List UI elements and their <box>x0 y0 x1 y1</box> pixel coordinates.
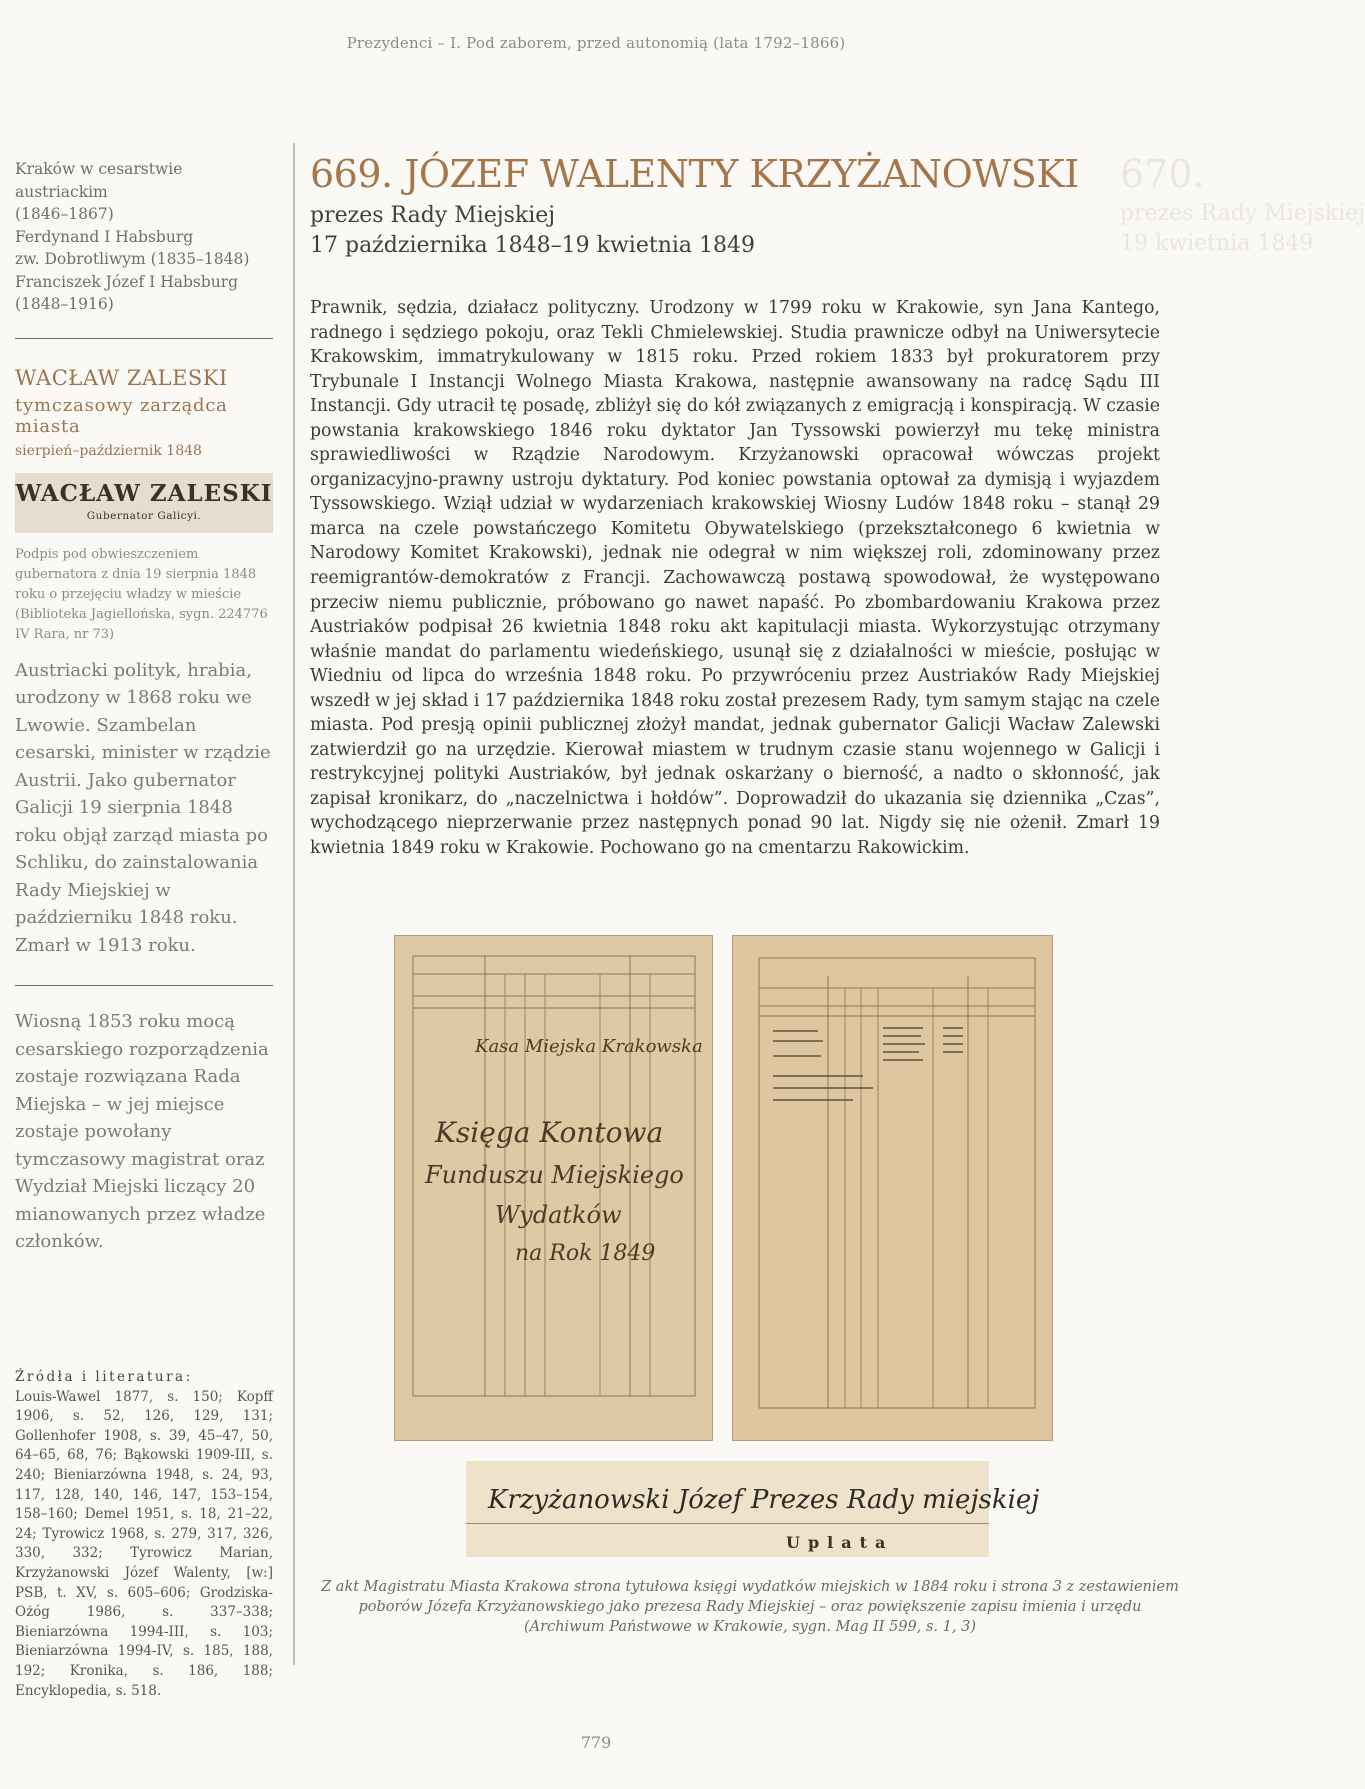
signature-caption: Podpis pod obwieszczeniem gubernatora z dnia 19 sierpnia 1848 roku o przejęciu władzy w mieście (Biblioteka Jagiellońska, sygn. 224776 IV Rara, nr 73) <box>15 546 268 642</box>
ledger-title-script: Księga Kontowa <box>435 1116 664 1149</box>
sources <box>15 1368 273 1701</box>
ledger-heading-script: Kasa Miejska Krakowska <box>475 1036 703 1057</box>
signature-sub-text: Gubernator Galicyi. <box>86 509 202 522</box>
sidebar-note: Wiosną 1853 roku mocą cesarskiego rozporządzenia zostaje rozwiązana Rada Miejska – w jej miejsce zostaje powołany tymczasowy magistrat oraz Wydział Miejski liczący 20 mianowanych przez władze członków. <box>15 1011 269 1252</box>
historical-context <box>15 158 273 316</box>
bleed-through-role: prezes Rady Miejskiej <box>1120 201 1365 226</box>
image-caption: Z akt Magistratu Miasta Krakowa strona tytułowa księgi wydatków miejskich w 1884 roku i strona 3 z zestawieniem poborów Józefa Krzyżanowskiego jako prezesa Rady Miejskiej – oraz powiększenie zapisu imienia i urzędu (Archiwum Państwowe w Krakowie, sygn. Mag II 599, s. 1, 3) <box>321 1579 1179 1635</box>
context-line: (1846–1867) <box>15 205 114 223</box>
sidebar-person-dates: sierpień–październik 1848 <box>15 442 202 459</box>
biography-text: Prawnik, sędzia, działacz polityczny. Urodzony w 1799 roku w Krakowie, syn Jana Kantego, radnego i sędziego pokoju, oraz Tekli Chmielewskiej. Studia prawnicze odbył na Uniwersytecie Krakowskim, immatrykulowany w 1815 roku. Przed rokiem 1833 był prokuratorem przy Trybunale I Instancji Wolnego Miasta Krakowa, następnie awansowany na radcę Sądu III Instancji. Gdy utracił tę posadę, zbliżył się do kół związanych z emigracją i konspiracją. W czasie powstania krakowskiego 1846 roku dyktator Jan Tyssowski powierzył mu tekę ministra sprawiedliwości w Rządzie Narodowym. Krzyżanowski opracował wówczas projekt organizacyjno-prawny ustroju dyktatury. Pod koniec powstania optował za dymisją i wyjazdem Tyssowskiego. Wziął udział w wydarzeniach krakowskiej Wiosny Ludów 1848 roku – stanął 29 marca na czele powstańczego Komitetu Obywatelskiego (przekształconego 6 kwietnia w Narodowy Komitet Krakowski), jednak nie odegrał w nim większej roli, zdominowany przez reemigrantów-demokratów z Francji. Zachowawczą postawą spowodował, że występowano przeciw niemu publicznie, próbowano go nawet napaść. Po zbombardowaniu Krakowa przez Austriaków podpisał 26 kwietnia 1848 roku akt kapitulacji miasta. Wykorzystując otrzymany właśnie mandat do parlamentu wiedeńskiego, usunął się z działalności w mieście, posłując w Wiedniu od lipca do września 1848 roku. Po przywróceniu przez Austriaków Rady Miejskiej wszedł w jej skład i 17 października 1848 roku został prezesem Rady, tym samym stając na czele miasta. Pod presją opinii publicznej złożył mandat, jednak gubernator Galicji Wacław Zalewski zatwierdził go na urzędzie. Kierował miastem w trudnym czasie stanu wojennego w Galicji i restrykcyjnej polityki Austriaków, był jednak oskarżany o bierność, a nadto o skłonność, jak zapisał kronikarz, do „naczelnictwa i hołdów”. Doprowadził do ukazania się dziennika „Czas”, wychodzącego nieprzerwanie przez następnych ponad 90 lat. Nigdy się nie ożenił. Zmarł 19 kwietnia 1849 roku w Krakowie. Pochowano go na cmentarzu Rakowickim. <box>310 298 1160 859</box>
context-line: (1848–1916) <box>15 295 114 313</box>
context-line: Kraków w cesarstwie austriackim <box>15 160 183 201</box>
sidebar-person-name: WACŁAW ZALESKI <box>15 365 228 390</box>
ledger-title-script: Funduszu Miejskiego <box>425 1161 684 1189</box>
sidebar <box>15 158 273 1256</box>
handwriting-text: Krzyżanowski Józef Prezes Rady miejskiej <box>488 1485 1040 1515</box>
ledger-title-script: Wydatków <box>495 1201 622 1229</box>
ledger-title-script: na Rok 1849 <box>515 1241 656 1266</box>
handwriting-enlargement <box>466 1461 1040 1557</box>
signature-main-text: WACŁAW ZALESKI <box>15 479 273 507</box>
ledger-column-heading: Uplata <box>786 1533 894 1552</box>
divider <box>15 985 273 986</box>
divider <box>15 338 273 339</box>
bleed-through-number: 670. <box>1120 152 1205 196</box>
entry-title: 669. JÓZEF WALENTY KRZYŻANOWSKI <box>310 152 1079 196</box>
ledger-grid <box>733 936 1052 1440</box>
entry-dates: 17 października 1848–19 kwietnia 1849 <box>310 233 756 258</box>
signature-image <box>15 473 273 533</box>
context-line: Franciszek Józef I Habsburg <box>15 272 239 291</box>
context-line: zw. Dobrotliwym (1835–1848) <box>15 250 250 268</box>
ledger-rule <box>466 1523 989 1524</box>
column-divider <box>293 143 295 1665</box>
ledger-title-page-photo <box>394 935 713 1441</box>
bleed-through-dates: 19 kwietnia 1849 <box>1120 231 1314 256</box>
entry-role: prezes Rady Miejskiej <box>310 203 556 228</box>
sources-heading: Źródła i literatura: <box>15 1369 193 1385</box>
sources-text: Louis-Wawel 1877, s. 150; Kopff 1906, s. 52, 126, 129, 131; Gollenhofer 1908, s. 39, 45–47, 50, 64–65, 68, 76; Bąkowski 1909-III, s. 240; Bieniarzówna 1948, s. 24, 93, 117, 128, 140, 146, 147, 153–154, 158–160; Demel 1951, s. 18, 21–22, 24; Tyrowicz 1968, s. 279, 317, 326, 330, 332; Tyrowicz Marian, Krzyżanowski Józef Walenty, [w:] PSB, t. XV, s. 605–606; Grodziska-Ożóg 1986, s. 337–338; Bieniarzówna 1994-III, s. 103; Bieniarzówna 1994-IV, s. 185, 188, 192; Kronika, s. 186, 188; Encyklopedia, s. 518. <box>15 1388 273 1699</box>
ledger-salary-page-photo <box>732 935 1053 1441</box>
page-number: 779 <box>580 1733 612 1752</box>
running-head: Prezydenci – I. Pod zaborem, przed autonomią (lata 1792–1866) <box>346 34 846 52</box>
sidebar-bio: Austriacki polityk, hrabia, urodzony w 1868 roku we Lwowie. Szambelan cesarski, minister w rządzie Austrii. Jako gubernator Galicji 19 sierpnia 1848 roku objął zarząd miasta po Schliku, do zainstalowania Rady Miejskiej w październiku 1848 roku. Zmarł w 1913 roku. <box>15 659 271 956</box>
context-line: Ferdynand I Habsburg <box>15 227 194 246</box>
sidebar-person-role: tymczasowy zarządca miasta <box>15 394 228 437</box>
entry-subtitle <box>310 201 1170 261</box>
